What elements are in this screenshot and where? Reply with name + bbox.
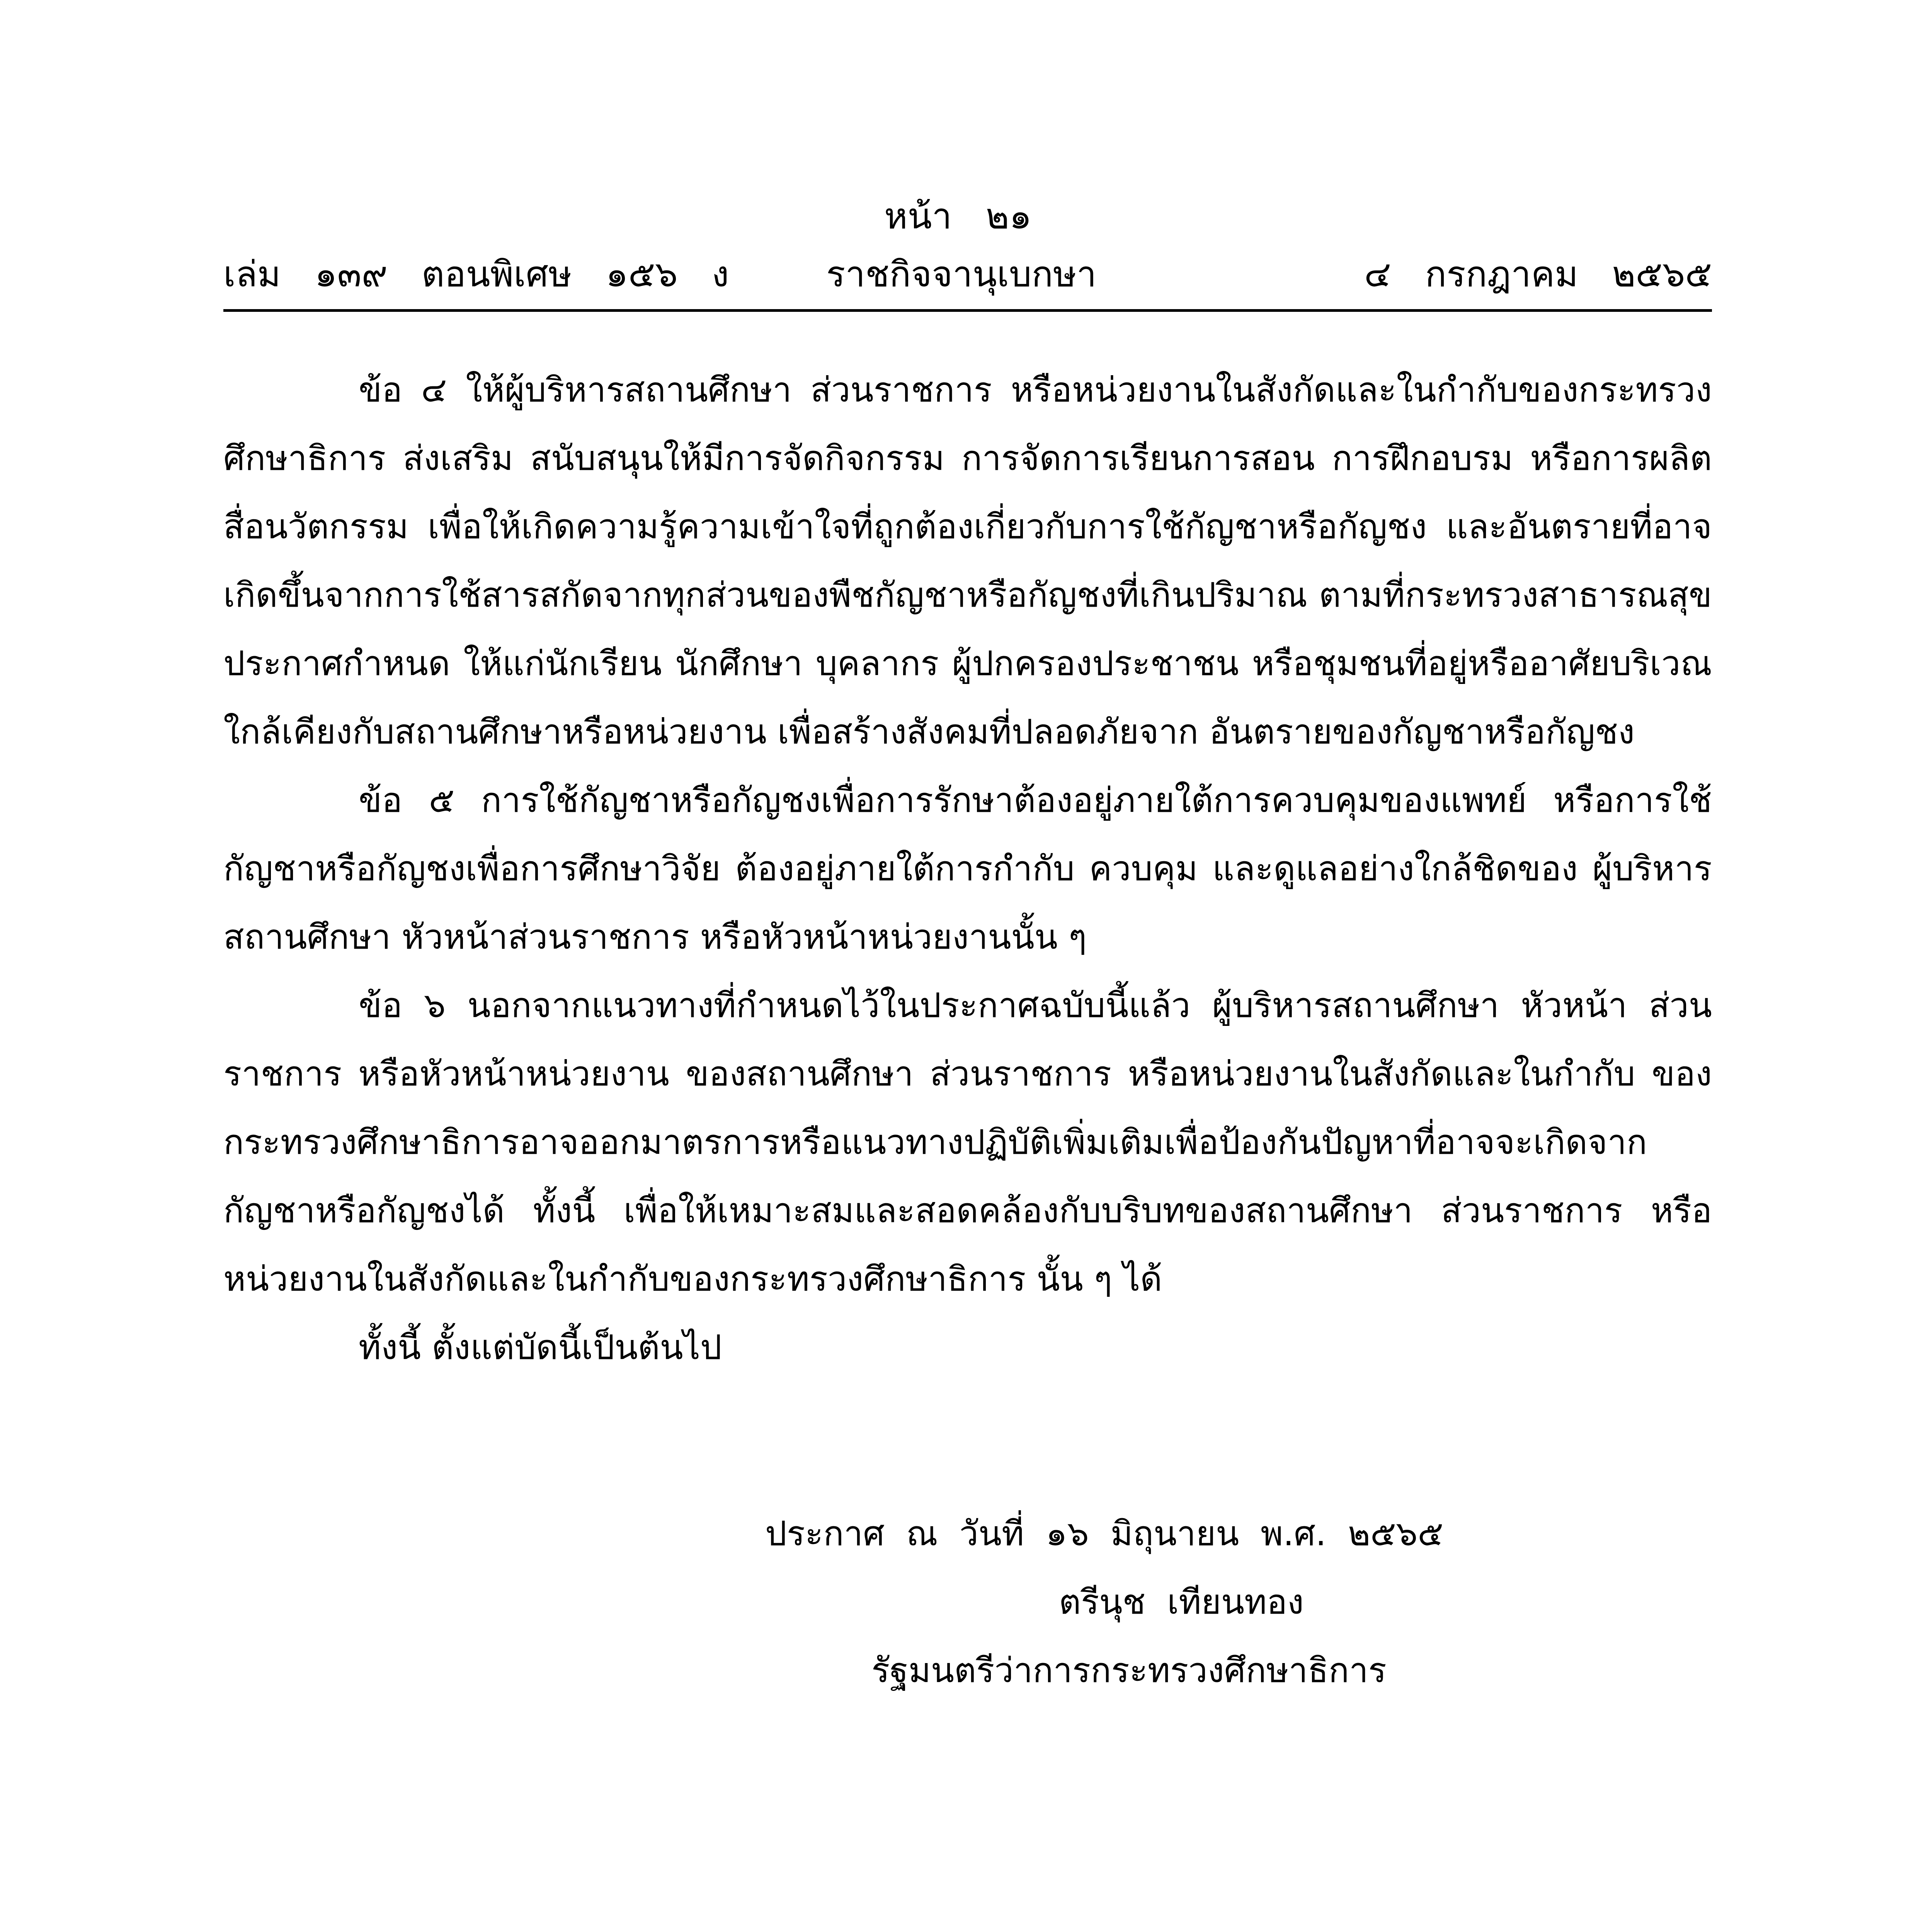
signature-block [765,1499,1538,1704]
volume-issue: เล่ม ๑๓๙ ตอนพิเศษ ๑๕๖ ง [223,253,729,295]
clause-4: ข้อ ๔ ให้ผู้บริหารสถานศึกษา ส่วนราชการ หรือหน่วยงานในสังกัดและในกำกับของกระทรวงศึกษาธิการ ส่งเสริม สนับสนุนให้มีการจัดกิจกรรม การจัดการเรียนการสอน การฝึกอบรม หรือการผลิตสื่อนวัตกรรม เพื่อให้เกิดความรู้ความเข้าใจที่ถูกต้องเกี่ยวกับการใช้กัญชาหรือกัญชง และอันตรายที่อาจเกิดขึ้นจากการใช้สารสกัดจากทุกส่วนของพืชกัญชาหรือกัญชงที่เกินปริมาณ ตามที่กระทรวงสาธารณสุขประกาศกำหนด ให้แก่นักเรียน นักศึกษา บุคลากร ผู้ปกครองประชาชน หรือชุมชนที่อยู่หรืออาศัยบริเวณใกล้เคียงกับสถานศึกษาหรือหน่วยงาน เพื่อสร้างสังคมที่ปลอดภัยจาก อันตรายของกัญชาหรือกัญชง [223,370,1712,752]
clause-6: ข้อ ๖ นอกจากแนวทางที่กำหนดไว้ในประกาศฉบับนี้แล้ว ผู้บริหารสถานศึกษา หัวหน้า ส่วนราชการ หรือหัวหน้าหน่วยงาน ของสถานศึกษา ส่วนราชการ หรือหน่วยงานในสังกัดและในกำกับ ของกระทรวงศึกษาธิการอาจออกมาตรการหรือแนวทางปฏิบัติเพิ่มเติมเพื่อป้องกันปัญหาที่อาจจะเกิดจาก กัญชาหรือกัญชงได้ ทั้งนี้ เพื่อให้เหมาะสมและสอดคล้องกับบริบทของสถานศึกษา ส่วนราชการ หรือหน่วยงานในสังกัดและในกำกับของกระทรวงศึกษาธิการ นั้น ๆ ได้ [223,985,1712,1299]
clause-5: ข้อ ๕ การใช้กัญชาหรือกัญชงเพื่อการรักษาต้องอยู่ภายใต้การควบคุมของแพทย์ หรือการใช้ กัญชาหรือกัญชงเพื่อการศึกษาวิจัย ต้องอยู่ภายใต้การกำกับ ควบคุม และดูแลอย่างใกล้ชิดของ ผู้บริหารสถานศึกษา หัวหน้าส่วนราชการ หรือหัวหน้าหน่วยงานนั้น ๆ [223,780,1712,957]
header-divider [223,309,1712,312]
publication-name: ราชกิจจานุเบกษา [826,253,1097,295]
effective-statement: ทั้งนี้ ตั้งแต่บัดนี้เป็นต้นไป [359,1327,722,1367]
signatory-name: ตรีนุช เทียนทอง [1059,1582,1304,1622]
signatory-title: รัฐมนตรีว่าการกระทรวงศึกษาธิการ [871,1650,1387,1690]
announcement-body [223,355,1712,1381]
gazette-header [223,251,1712,298]
announcement-date: ประกาศ ณ วันที่ ๑๖ มิถุนายน พ.ศ. ๒๕๖๕ [765,1514,1444,1553]
page-number: หน้า ๒๑ [884,196,1032,237]
publication-date: ๔ กรกฎาคม ๒๕๖๕ [1364,253,1712,295]
